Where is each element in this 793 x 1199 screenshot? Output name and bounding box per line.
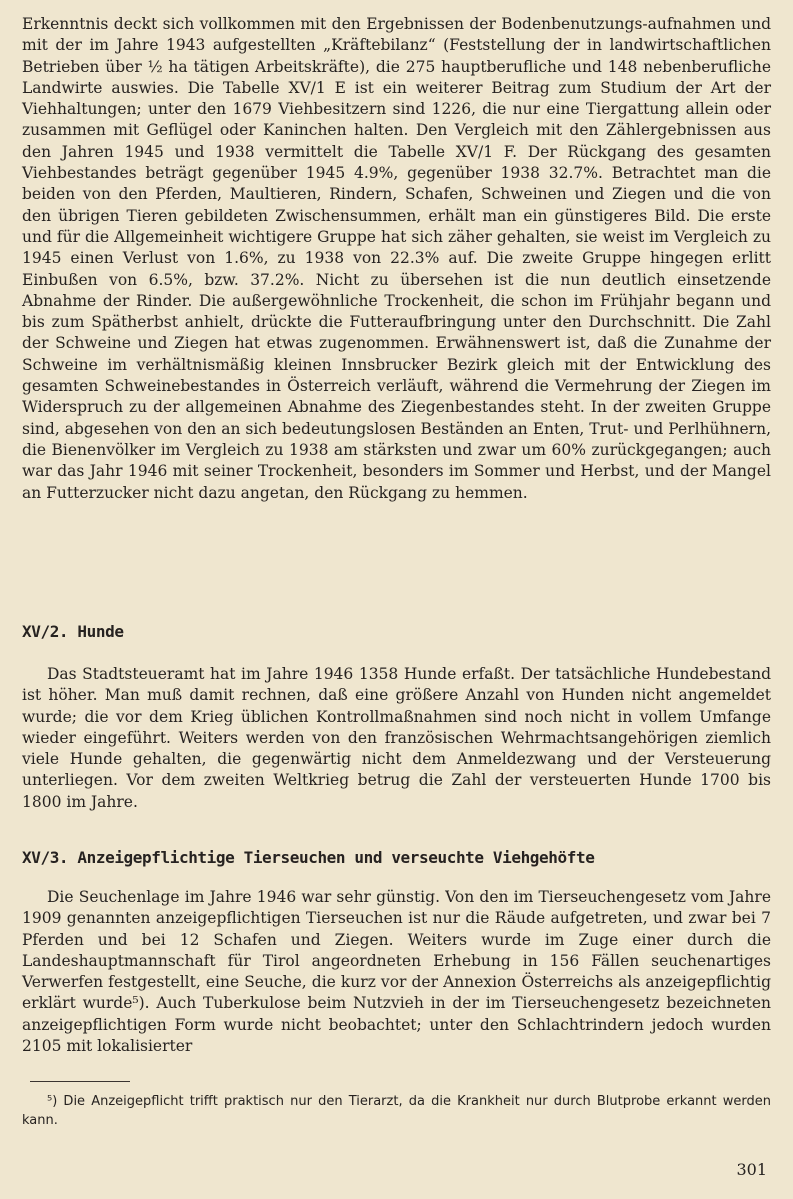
paragraph-xv2: Das Stadtsteueramt hat im Jahre 1946 1358 Hunde erfaßt. Der tatsächliche Hundebestand ist höher. Man muß damit rechnen, daß eine größere Anzahl von Hunden nicht angemeldet wurde; die vor dem Krieg üblichen Kontrollmaßnahmen sind noch nicht in vollem Umfange wieder eingeführt. Weiters werden von den französischen Wehrmachtsangehörigen ziemlich viele Hunde gehalten, die gegenwärtig nicht dem Anmeldezwang und der Versteuerung unterliegen. Vor dem zweiten Weltkrieg betrug die Zahl der versteuerten Hunde 1700 bis 1800 im Jahre. xyxy=(22,665,771,811)
page-number: 301 xyxy=(736,1160,767,1179)
section-heading-xv3: XV/3. Anzeigepflichtige Tierseuchen und verseuchte Viehgehöfte xyxy=(22,848,595,867)
paragraph-xv1-continuation: Erkenntnis deckt sich vollkommen mit den Ergebnissen der Bodenbenutzungs-aufnahmen und mit der im Jahre 1943 aufgestellten „Kräftebilanz“ (Feststellung der in landwirtschaftlichen Betrieben über ½ ha tätigen Arbeitskräfte), die 275 hauptberufliche und 148 nebenberufliche Landwirte auswies. Die Tabelle XV/1 E ist ein weiterer Beitrag zum Studium der Art der Viehhaltungen; unter den 1679 Viehbesitzern sind 1226, die nur eine Tiergattung allein oder zusammen mit Geflügel oder Kaninchen halten. Den Vergleich mit den Zählergebnissen aus den Jahren 1945 und 1938 vermittelt die Tabelle XV/1 F. Der Rückgang des gesamten Viehbestandes beträgt gegenüber 1945 4.9%, gegenüber 1938 32.7%. Betrachtet man die beiden von den Pferden, Maultieren, Rindern, Schafen, Schweinen und Ziegen und die von den übrigen Tieren gebildeten Zwischensummen, erhält man ein günstigeres Bild. Die erste und für die Allgemeinheit wichtigere Gruppe hat sich zäher gehalten, sie weist im Vergleich zu 1945 einen Verlust von 1.6%, zu 1938 von 22.3% auf. Die zweite Gruppe hingegen erlitt Einbußen von 6.5%, bzw. 37.2%. Nicht zu übersehen ist die nun deutlich einsetzende Abnahme der Rinder. Die außergewöhnliche Trockenheit, die schon im Frühjahr begann und bis zum Spätherbst anhielt, drückte die Futteraufbringung unter den Durchschnitt. Die Zahl der Schweine und Ziegen hat etwas zugenommen. Erwähnenswert ist, daß die Zunahme der Schweine im verhältnismäßig kleinen Innsbrucker Bezirk gleich mit der Entwicklung des gesamten Schweinebestandes in Österreich verläuft, während die Vermehrung der Ziegen im Widerspruch zu der allgemeinen Abnahme des Ziegenbestandes steht. In der zweiten Gruppe sind, abgesehen von den an sich bedeutungslosen Beständen an Enten, Trut- und Perlhühnern, die Bienenvölker im Vergleich zu 1938 am stärksten und zwar um 60% zurückgegangen; auch war das Jahr 1946 mit seiner Trockenheit, besonders im Sommer und Herbst, und der Mangel an Futterzucker nicht dazu angetan, den Rückgang zu hemmen. xyxy=(22,15,771,502)
footnote-rule xyxy=(30,1081,130,1082)
section-heading-xv2: XV/2. Hunde xyxy=(22,622,124,641)
paragraph-xv3: Die Seuchenlage im Jahre 1946 war sehr günstig. Von den im Tierseuchengesetz vom Jahre 1909 genannten anzeigepflichtigen Tierseuchen ist nur die Räude aufgetreten, und zwar bei 7 Pferden und bei 12 Schafen und Ziegen. Weiters wurde im Zuge einer durch die Landeshauptmannschaft für Tirol angeordneten Erhebung in 156 Fällen seuchenartiges Verwerfen festgestellt, eine Seuche, die kurz vor der Annexion Österreichs als anzeigepflichtig erklärt wurde⁵). Auch Tuberkulose beim Nutzvieh in der im Tierseuchengesetz bezeichneten anzeigepflichtigen Form wurde nicht beobachtet; unter den Schlachtrindern jedoch wurden 2105 mit lokalisierter xyxy=(22,888,771,1056)
footnote-5: ⁵) Die Anzeigepflicht trifft praktisch nur den Tierarzt, da die Krankheit nur durch Blutprobe erkannt werden kann. xyxy=(22,1094,771,1128)
